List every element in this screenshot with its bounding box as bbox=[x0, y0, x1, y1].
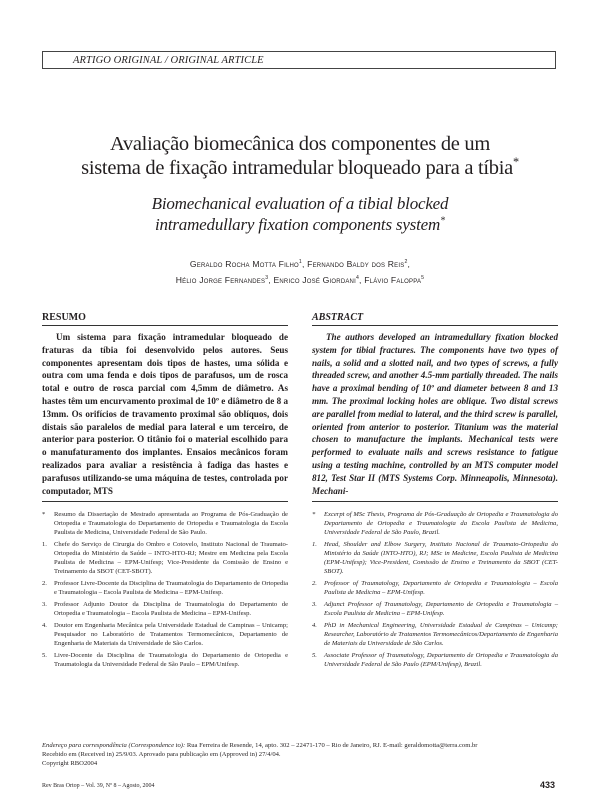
title-pt-line1: Avaliação biomecânica dos componentes de um bbox=[109, 133, 491, 155]
title-en bbox=[40, 193, 560, 235]
author-name: Flávio Faloppa bbox=[364, 275, 422, 285]
footnote: * Resumo da Dissertação de Mestrado apresentada ao Programa de Pós-Graduação de Ortopedia e Traumatologia do Departamento de Ortopedia e Traumatologia da Escola Paulista de Medicina, Universidade Federal de São Paulo. bbox=[42, 511, 288, 536]
resumo-body bbox=[42, 331, 288, 497]
correspondence-address: Endereço para correspondência (Correspondence to): Rua Ferreira de Resende, 14, apto. 302 – 22471-170 – Rio de Janeiro, RJ. E-mail: geraldomotta@terra.com.br bbox=[42, 742, 478, 749]
abstract-text: The authors developed an intramedullary fixation blocked system for tibial fractures. The components have two types of nails, a solid and a slotted nail, and two types of screws, a fully threaded screw, and another 4.5-mm partially threaded. The nails have a proximal bending of 10º and diameter between 8 and 13 mm. The proximal locking holes are oblique. Two distal screws are parallel from medial to lateral, and the third screw is parallel, oriented from anterior to posterior. Titanium was the material chosen to manufacture the implants. Mechanical tests were performed to evaluate nails and screws resistance to fatigue using a testing machine, controlled by an MTS computer model 812, Test Star II (MTS Systems Corp. Minneapolis, Minnesota). Mechani- bbox=[312, 332, 558, 496]
author-name: Enrico José Giordani bbox=[273, 275, 356, 285]
title-en-line2: intramedullary fixation components system* bbox=[155, 215, 445, 234]
resumo-heading: RESUMO bbox=[42, 312, 288, 326]
footnote: 3. Professor Adjunto Doutor da Disciplina de Traumatologia do Departamento de Ortopedia e Traumatologia – Escola Paulista de Medicina – EPM-Unifesp. bbox=[42, 601, 288, 617]
title-pt-line2: sistema de fixação intramedular bloqueado para a tíbia* bbox=[81, 155, 519, 179]
author-line-2: Hélio Jorge Fernandes$^3$, Enrico José Giordani$^4$, Flávio Faloppa$^5$ bbox=[175, 275, 425, 285]
page-number: 433 bbox=[540, 780, 556, 790]
correspondence-block bbox=[42, 741, 562, 768]
footnote: 4. PhD in Mechanical Engineering, Universidade Estadual de Campinas – Unicamp; Researcher, Laboratório de Tratamentos Termomecânicos/Departamento de Engenharia de Materiais da Universidade de São Carlos. bbox=[312, 622, 558, 647]
footnote: 1. Chefe do Serviço de Cirurgia do Ombro e Cotovelo, Instituto Nacional de Traumato-Ortopedia do Ministério da Saúde – INTO-HTO-RJ; Mestre em Medicina pela Escola Paulista de Medicina – EPM-Unifesp; Vice-Presidente da Comissão de Ensino e Treinamento da SBOT (CET-SBOT). bbox=[42, 541, 288, 575]
footnote: 1. Head, Shoulder and Elbow Surgery, Instituto Nacional de Traumato-Ortopedia do Ministério da Saúde (INTO-HTO), RJ; MSc in Medicine, Escola Paulista de Medicina (EPM-Unifesp); Vice-President, Comissão de Ensino e Treinamento da SBOT (CET-SBOT). bbox=[312, 541, 558, 575]
footnotes-pt bbox=[42, 510, 288, 672]
title-pt bbox=[40, 132, 560, 180]
received-dates: Recebido em (Received in) 25/9/03. Aprovado para publicação em (Approved in) 27/4/04. bbox=[42, 751, 281, 758]
title-en-mark: * bbox=[440, 215, 445, 227]
article-type-header: ARTIGO ORIGINAL / ORIGINAL ARTICLE bbox=[42, 51, 556, 69]
footnote: * Excerpt of MSc Thesis, Programa de Pós-Graduação de Ortopedia e Traumatologia do Departamento de Ortopedia e Traumatologia da Escola Paulista de Medicina, Universidade Federal de São Paulo, Brazil. bbox=[312, 511, 558, 536]
footnote: 3. Adjunct Professor of Traumatology, Departamento de Ortopedia e Traumatologia – Escola Paulista de Medicina – EPM-Unifesp. bbox=[312, 601, 558, 617]
footnote: 4. Doutor em Engenharia Mecânica pela Universidade Estadual de Campinas – Unicamp; Pesquisador no Laboratório de Tratamentos Termomecânicos, Departamento de Engenharia de Materiais da Universidade de São Carlos. bbox=[42, 622, 288, 647]
footnote: 2. Professor Livre-Docente da Disciplina de Traumatologia do Departamento de Ortopedia e Traumatologia – Escola Paulista de Medicina – EPM-Unifesp. bbox=[42, 580, 288, 596]
author-name: Fernando Baldy dos Reis bbox=[307, 259, 405, 269]
author-name: Geraldo Rocha Motta Filho bbox=[189, 259, 299, 269]
footnote-divider bbox=[312, 501, 558, 502]
author-line-1: Geraldo Rocha Motta Filho$^1$, Fernando Baldy dos Reis$^2$, bbox=[189, 259, 411, 269]
footnote: 5. Livre-Docente da Disciplina de Traumatologia do Departamento de Ortopedia e Traumatologia da Universidade Federal de São Paulo – EPM/Unifesp. bbox=[42, 652, 288, 668]
resumo-text: Um sistema para fixação intramedular bloqueado de fraturas da tíbia foi desenvolvido pelos autores. Seus componentes apresentam dois tipos de hastes, uma sólida e outra com uma fenda e dois tipos de parafusos, um de rosca total e outro de rosca parcial com 4,5mm de diâmetro. As hastes têm um encurvamento proximal de 10º e diâmetro de 8 a 13mm. Os orifícios de travamento proximal são oblíquos, dois distais são paralelos de medial para lateral e um terceiro, de anterior para posterior. O titânio foi o material escolhido para o manufaturamento dos implantes. Ensaios mecânicos foram realizados para avaliar a resistência à fadiga das hastes e parafusos utilizando-se uma máquina de testes, controlada por computador, MTS bbox=[42, 332, 288, 496]
copyright: Copyright RBO2004 bbox=[42, 760, 98, 767]
footnote-divider bbox=[42, 501, 288, 502]
abstract-heading: ABSTRACT bbox=[312, 312, 558, 326]
author-list bbox=[40, 256, 560, 288]
journal-citation: Rev Bras Ortop – Vol. 39, Nº 8 – Agosto, 2004 bbox=[42, 783, 155, 789]
abstract-body bbox=[312, 331, 558, 497]
footnotes-en bbox=[312, 510, 558, 672]
footnote: 2. Professor of Traumatology, Departamento de Ortopedia e Traumatologia – Escola Paulista de Medicina – EPM-Unifesp. bbox=[312, 580, 558, 596]
author-name: Hélio Jorge Fernandes bbox=[175, 275, 266, 285]
footnote: 5. Associate Professor of Traumatology, Departamento de Ortopedia e Traumatologia da Universidade Federal de São Paulo (EPM/Unifesp), Brazil. bbox=[312, 652, 558, 668]
title-en-line1: Biomechanical evaluation of a tibial blocked bbox=[151, 194, 449, 213]
title-pt-mark: * bbox=[512, 155, 519, 170]
